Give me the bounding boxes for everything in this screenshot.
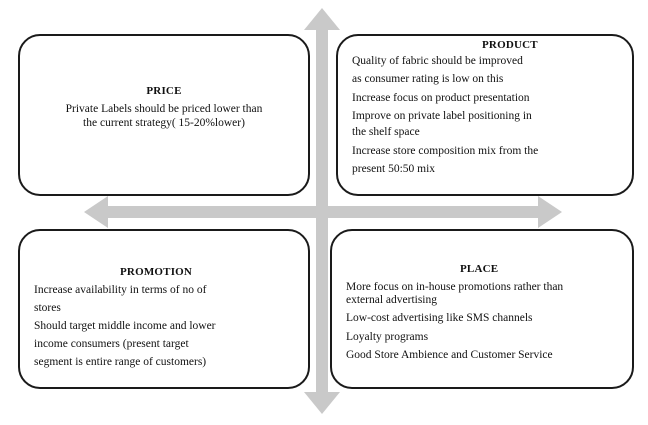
place-line: external advertising — [346, 294, 438, 306]
price-line: the current strategy( 15-20%lower) — [83, 117, 245, 129]
place-line: Low-cost advertising like SMS channels — [346, 312, 533, 324]
place-line: More focus on in-house promotions rather than — [346, 281, 564, 293]
place-box — [330, 229, 634, 389]
product-line: Increase focus on product presentation — [352, 92, 530, 104]
promotion-line: Increase availability in terms of no of — [34, 284, 207, 296]
product-line: Improve on private label positioning in — [352, 110, 532, 122]
promotion-line: income consumers (present target — [34, 338, 189, 350]
place-line: Loyalty programs — [346, 331, 429, 343]
left-arrow-head — [84, 196, 108, 228]
promotion-title: PROMOTION — [120, 266, 193, 278]
price-box — [18, 34, 310, 196]
product-box — [336, 34, 634, 196]
promotion-line: stores — [34, 302, 61, 314]
down-arrow-head — [304, 392, 340, 414]
right-arrow-head — [538, 196, 562, 228]
product-title: PRODUCT — [482, 39, 538, 51]
promotion-box — [18, 229, 310, 389]
horizontal-arrow-shaft — [104, 206, 540, 218]
product-line: Increase store composition mix from the — [352, 145, 539, 157]
price-title: PRICE — [146, 85, 182, 97]
promotion-line: Should target middle income and lower — [34, 320, 216, 332]
up-arrow-head — [304, 8, 340, 30]
product-line: the shelf space — [352, 126, 420, 138]
product-line: Quality of fabric should be improved — [352, 55, 523, 67]
price-line: Private Labels should be priced lower than — [65, 103, 263, 115]
promotion-line: segment is entire range of customers) — [34, 356, 207, 368]
product-line: present 50:50 mix — [352, 163, 436, 175]
place-line: Good Store Ambience and Customer Service — [346, 349, 553, 361]
product-line: as consumer rating is low on this — [352, 73, 504, 85]
place-title: PLACE — [460, 263, 499, 275]
